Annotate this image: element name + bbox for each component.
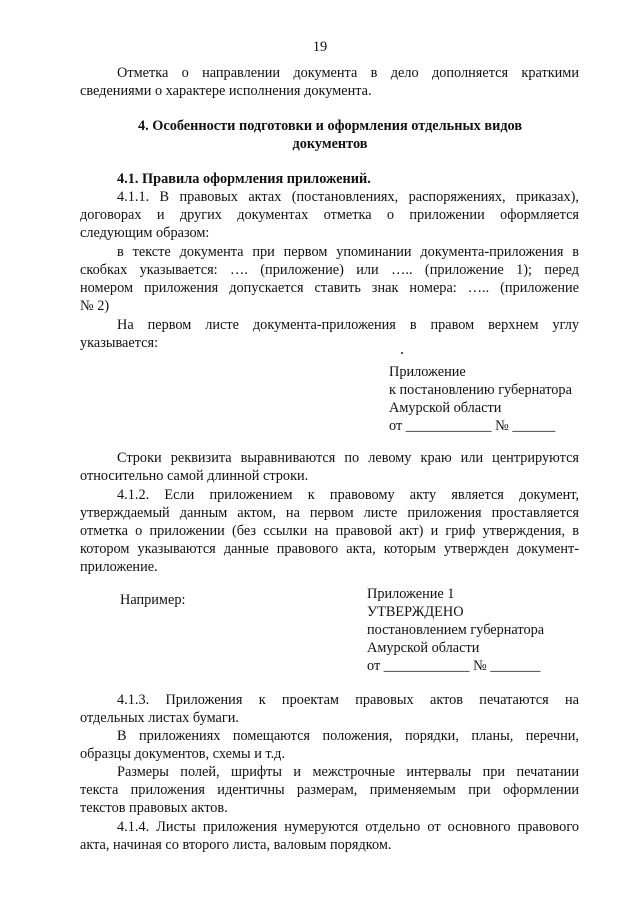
paragraph-align-line: относительно самой длинной строки.	[80, 468, 309, 484]
paragraph-411-line: 4.1.1. В правовых актах (постановлениях, распоряжениях, приказах),	[117, 189, 579, 205]
paragraph-sizes-line: текстов правовых актов.	[80, 800, 228, 816]
stamp-line: Приложение	[389, 364, 466, 380]
paragraph-contains-line: В приложениях помещаются положения, порядки, планы, перечни,	[117, 728, 579, 744]
stamp-line: УТВЕРЖДЕНО	[367, 604, 464, 620]
scan-speck	[401, 352, 403, 354]
section-heading: документов	[292, 136, 368, 152]
paragraph-sizes-line: Размеры полей, шрифты и межстрочные интервалы при печатании	[117, 764, 579, 780]
paragraph-sizes-line: текста приложения идентичны размерам, применяемым при оформлении	[80, 782, 579, 798]
paragraph-414-line: 4.1.4. Листы приложения нумеруются отдельно от основного правового	[117, 819, 579, 835]
paragraph-text-line: номером приложения допускается ставить знак номера: ….. (приложение	[80, 280, 579, 296]
paragraph-first-sheet-line: На первом листе документа-приложения в правом верхнем углу	[117, 317, 579, 333]
paragraph-412-line: котором указываются данные правового акта, которым утвержден документ-	[80, 541, 579, 557]
paragraph-413-line: отдельных листах бумаги.	[80, 710, 239, 726]
paragraph-414-line: акта, начиная со второго листа, валовым порядком.	[80, 837, 392, 853]
paragraph-412-line: 4.1.2. Если приложением к правовому акту является документ,	[117, 487, 579, 503]
stamp-line: Амурской области	[367, 640, 480, 656]
paragraph-note-line: сведениями о характере исполнения документа.	[80, 83, 372, 99]
example-label: Например:	[120, 592, 186, 608]
paragraph-text-line: скобках указывается: …. (приложение) или ….. (приложение 1); перед	[80, 262, 579, 278]
paragraph-text-line: № 2)	[80, 298, 110, 314]
paragraph-first-sheet-line: указывается:	[80, 335, 159, 351]
stamp-line: Амурской области	[389, 400, 502, 416]
paragraph-align-line: Строки реквизита выравниваются по левому краю или центрируются	[117, 450, 579, 466]
paragraph-411-line: следующим образом:	[80, 225, 210, 241]
paragraph-413-line: 4.1.3. Приложения к проектам правовых актов печатаются на	[117, 692, 579, 708]
paragraph-412-line: отметка о приложении (без ссылки на правовой акт) и гриф утверждения, в	[80, 523, 579, 539]
paragraph-note-line: Отметка о направлении документа в дело дополняется краткими	[117, 65, 579, 81]
paragraph-412-line: утверждаемый данным актом, на первом листе приложения проставляется	[80, 505, 579, 521]
stamp-line: от ____________ № ______	[389, 418, 556, 434]
stamp-line: постановлением губернатора	[367, 622, 545, 638]
paragraph-text-line: в тексте документа при первом упоминании документа-приложения в	[117, 244, 579, 260]
page-number: 19	[312, 39, 328, 55]
paragraph-contains-line: образцы документов, схемы и т.д.	[80, 746, 286, 762]
subsection-title: 4.1. Правила оформления приложений.	[117, 171, 371, 187]
stamp-line: к постановлению губернатора	[389, 382, 572, 398]
paragraph-412-line: приложение.	[80, 559, 158, 575]
paragraph-411-line: договорах и других документах отметка о приложении оформляется	[80, 207, 579, 223]
stamp-line: от ____________ № _______	[367, 658, 541, 674]
stamp-line: Приложение 1	[367, 586, 455, 602]
section-heading: 4. Особенности подготовки и оформления отдельных видов	[137, 118, 523, 134]
